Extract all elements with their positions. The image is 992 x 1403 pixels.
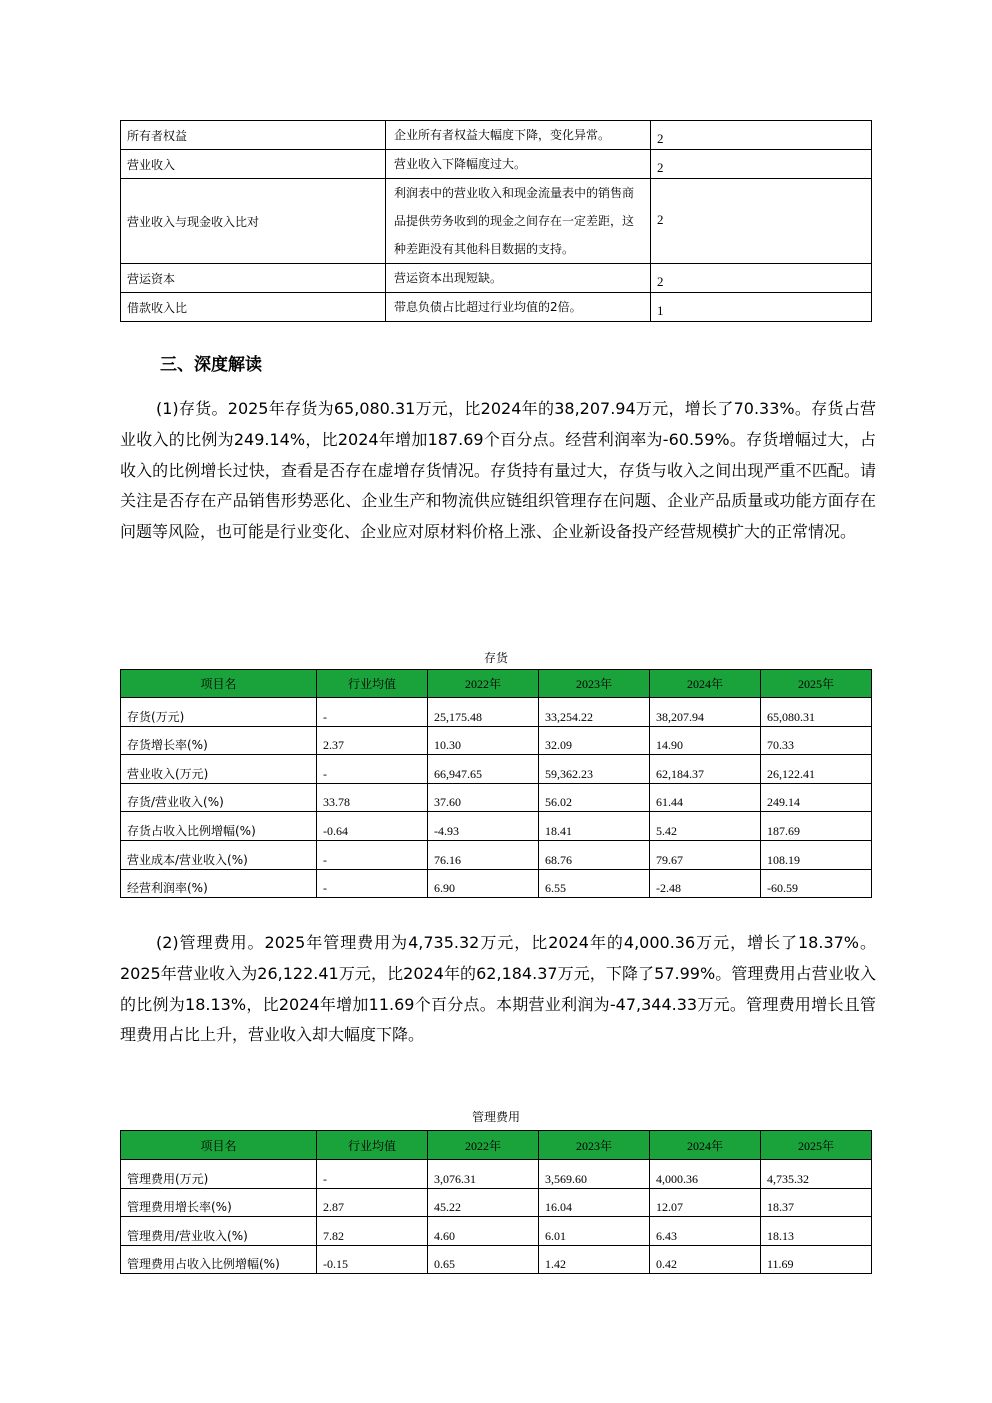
table-cell: - <box>317 869 428 898</box>
table-row <box>121 150 872 179</box>
table-row <box>121 869 872 898</box>
table-cell: 6.43 <box>650 1217 761 1246</box>
table-cell: 12.07 <box>650 1188 761 1217</box>
table-cell: -0.64 <box>317 812 428 841</box>
table-row <box>121 783 872 812</box>
table-cell: 18.41 <box>539 812 650 841</box>
issue-desc: 利润表中的营业收入和现金流量表中的销售商品提供劳务收到的现金之间存在一定差距，这种差距没有其他科目数据的支持。 <box>386 179 651 264</box>
column-header: 2022年 <box>428 670 539 698</box>
table-cell: - <box>317 698 428 727</box>
table-row <box>121 698 872 727</box>
column-header: 2023年 <box>539 670 650 698</box>
table-row <box>121 1217 872 1246</box>
table-cell: - <box>317 1160 428 1189</box>
issue-desc: 营业收入下降幅度过大。 <box>386 150 651 179</box>
table-cell: 4,000.36 <box>650 1160 761 1189</box>
table-cell: -0.15 <box>317 1245 428 1274</box>
table-cell: 37.60 <box>428 783 539 812</box>
column-header: 2022年 <box>428 1131 539 1160</box>
table-header-row <box>121 1131 872 1160</box>
issue-score: 2 <box>651 150 872 179</box>
table-cell: 187.69 <box>761 812 872 841</box>
issue-item: 借款收入比 <box>121 293 386 322</box>
inventory-table <box>120 669 872 898</box>
table-cell: -2.48 <box>650 869 761 898</box>
table-cell: 18.37 <box>761 1188 872 1217</box>
table-row <box>121 726 872 755</box>
table-cell: 1.42 <box>539 1245 650 1274</box>
section-title: 三、深度解读 <box>160 355 262 375</box>
table-row <box>121 1188 872 1217</box>
table-cell: 108.19 <box>761 840 872 869</box>
table-cell: 65,080.31 <box>761 698 872 727</box>
column-header: 行业均值 <box>317 1131 428 1160</box>
table-row <box>121 121 872 150</box>
issue-score: 2 <box>651 121 872 150</box>
row-label: 管理费用(万元) <box>121 1160 317 1189</box>
row-label: 管理费用增长率(%) <box>121 1188 317 1217</box>
table-cell: 6.55 <box>539 869 650 898</box>
table-cell: 61.44 <box>650 783 761 812</box>
table-cell: 79.67 <box>650 840 761 869</box>
issue-item: 营业收入与现金收入比对 <box>121 179 386 264</box>
issue-item: 营业收入 <box>121 150 386 179</box>
issue-item: 营运资本 <box>121 264 386 293</box>
table-cell: 59,362.23 <box>539 755 650 784</box>
table-cell: 11.69 <box>761 1245 872 1274</box>
table-cell: 7.82 <box>317 1217 428 1246</box>
issue-score: 2 <box>651 179 872 264</box>
table-cell: 56.02 <box>539 783 650 812</box>
admin-expense-table <box>120 1130 872 1274</box>
column-header: 2025年 <box>761 670 872 698</box>
table-header-row <box>121 670 872 698</box>
column-header: 项目名 <box>121 670 317 698</box>
table-cell: 2.87 <box>317 1188 428 1217</box>
column-header: 2023年 <box>539 1131 650 1160</box>
table-cell: 33.78 <box>317 783 428 812</box>
row-label: 存货增长率(%) <box>121 726 317 755</box>
table-cell: 32.09 <box>539 726 650 755</box>
table-cell: 45.22 <box>428 1188 539 1217</box>
table-cell: 68.76 <box>539 840 650 869</box>
row-label: 存货(万元) <box>121 698 317 727</box>
paragraph-admin-expenses: (2)管理费用。2025年管理费用为4,735.32万元，比2024年的4,000.36万元，增长了18.37%。2025年营业收入为26,122.41万元，比2024年的62,184.37万元，下降了57.99%。管理费用占营业收入的比例为18.13%，比2024年增加11.69个百分点。本期营业利润为-47,344.33万元。管理费用增长且管理费用占比上升，营业收入却大幅度下降。 <box>120 933 876 1045</box>
row-label: 管理费用占收入比例增幅(%) <box>121 1245 317 1274</box>
table-cell: 70.33 <box>761 726 872 755</box>
table-cell: 4.60 <box>428 1217 539 1246</box>
issue-desc: 带息负债占比超过行业均值的2倍。 <box>386 293 651 322</box>
table-row <box>121 812 872 841</box>
table-cell: 2.37 <box>317 726 428 755</box>
table-row <box>121 1160 872 1189</box>
table-cell: 6.01 <box>539 1217 650 1246</box>
row-label: 存货占收入比例增幅(%) <box>121 812 317 841</box>
table-row <box>121 293 872 322</box>
table-row <box>121 179 872 264</box>
table-row <box>121 755 872 784</box>
column-header: 行业均值 <box>317 670 428 698</box>
table-cell: 10.30 <box>428 726 539 755</box>
table-row <box>121 840 872 869</box>
table-caption: 存货 <box>483 651 508 665</box>
row-label: 营业收入(万元) <box>121 755 317 784</box>
table-row <box>121 264 872 293</box>
table-caption: 管理费用 <box>471 1110 520 1124</box>
issues-table <box>120 120 872 322</box>
table-cell: 0.65 <box>428 1245 539 1274</box>
table-cell: 76.16 <box>428 840 539 869</box>
column-header: 项目名 <box>121 1131 317 1160</box>
column-header: 2025年 <box>761 1131 872 1160</box>
table-cell: - <box>317 840 428 869</box>
issue-score: 1 <box>651 293 872 322</box>
row-label: 营业成本/营业收入(%) <box>121 840 317 869</box>
table-cell: 16.04 <box>539 1188 650 1217</box>
column-header: 2024年 <box>650 670 761 698</box>
table-cell: 249.14 <box>761 783 872 812</box>
issue-item: 所有者权益 <box>121 121 386 150</box>
table-cell: 3,569.60 <box>539 1160 650 1189</box>
column-header: 2024年 <box>650 1131 761 1160</box>
table-cell: 3,076.31 <box>428 1160 539 1189</box>
table-cell: 4,735.32 <box>761 1160 872 1189</box>
table-cell: 33,254.22 <box>539 698 650 727</box>
table-cell: - <box>317 755 428 784</box>
issue-desc: 营运资本出现短缺。 <box>386 264 651 293</box>
table-cell: 26,122.41 <box>761 755 872 784</box>
table-cell: 25,175.48 <box>428 698 539 727</box>
table-cell: 18.13 <box>761 1217 872 1246</box>
issue-score: 2 <box>651 264 872 293</box>
table-cell: 14.90 <box>650 726 761 755</box>
table-cell: 62,184.37 <box>650 755 761 784</box>
row-label: 经营利润率(%) <box>121 869 317 898</box>
table-cell: -4.93 <box>428 812 539 841</box>
table-cell: 66,947.65 <box>428 755 539 784</box>
table-row <box>121 1245 872 1274</box>
row-label: 管理费用/营业收入(%) <box>121 1217 317 1246</box>
table-cell: 0.42 <box>650 1245 761 1274</box>
table-cell: -60.59 <box>761 869 872 898</box>
table-cell: 5.42 <box>650 812 761 841</box>
paragraph-inventory: (1)存货。2025年存货为65,080.31万元，比2024年的38,207.94万元，增长了70.33%。存货占营业收入的比例为249.14%，比2024年增加187.69个百分点。经营利润率为-60.59%。存货增幅过大，占收入的比例增长过快，查看是否存在虚增存货情况。存货持有量过大，存货与收入之间出现严重不匹配。请关注是否存在产品销售形势恶化、企业生产和物流供应链组织管理存在问题、企业产品质量或功能方面存在问题等风险，也可能是行业变化、企业应对原材料价格上涨、企业新设备投产经营规模扩大的正常情况。 <box>120 399 876 542</box>
issue-desc: 企业所有者权益大幅度下降，变化异常。 <box>386 121 651 150</box>
table-cell: 38,207.94 <box>650 698 761 727</box>
row-label: 存货/营业收入(%) <box>121 783 317 812</box>
table-cell: 6.90 <box>428 869 539 898</box>
